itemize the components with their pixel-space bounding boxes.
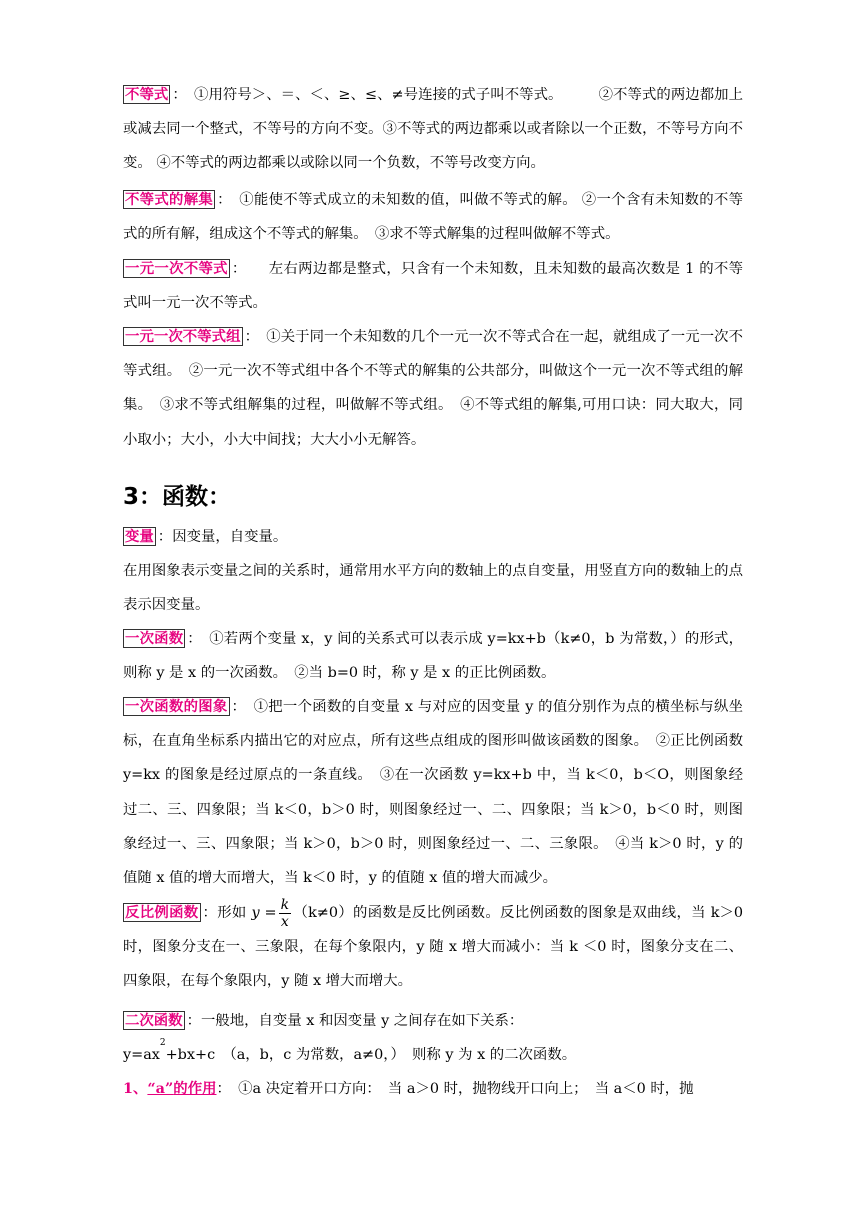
inverse-function-y-equals: y = xyxy=(251,905,277,921)
linear-inequality-definition: ： 左右两边都是整式，只含有一个未知数，且未知数的最高次数是 1 的不等式叫一元一次不等式。 xyxy=(123,261,743,312)
term-linear-graph: 一次函数的图象 xyxy=(125,698,228,715)
role-of-a-paragraph xyxy=(123,1072,743,1106)
fraction-denominator: x xyxy=(280,913,289,930)
inequality-paragraph xyxy=(123,78,743,181)
inverse-function-prefix: ：形如 xyxy=(202,905,252,921)
linear-function-paragraph xyxy=(123,622,743,690)
section-heading-functions: 3：函数： xyxy=(123,484,232,510)
variable-definition: ：因变量，自变量。 xyxy=(157,529,288,545)
quadratic-formula-part-a: y=ax xyxy=(123,1047,160,1064)
inverse-function-paragraph xyxy=(123,896,743,999)
role-of-a-number: 1、 xyxy=(123,1080,148,1097)
solution-set-paragraph xyxy=(123,183,743,251)
inverse-function-definition: （k≠0）的函数是反比例函数。反比例函数的图象是双曲线，当 k＞0 时，图象分支在一、三象限，在每个象限内，y 随 x 增大而减小：当 k ＜0 时，图象分支在二、四象限，在每个象限内，y 随 x 增大而增大。 xyxy=(123,905,744,990)
term-inequality: 不等式 xyxy=(125,86,169,103)
quadratic-function-intro: ：一般地，自变量 x 和因变量 y 之间存在如下关系： xyxy=(186,1013,524,1029)
inequality-definition: ： ①用符号＞、＝、＜、≥、≤、≠号连接的式子叫不等式。 ②不等式的两边都加上或减去同一个整式，不等号的方向不变。③不等式的两边都乘以或者除以一个正数，不等号方向不变。 ④不等式的两边都乘以或除以同一个负数，不等号改变方向。 xyxy=(123,87,743,172)
linear-graph-definition: ： ①把一个函数的自变量 x 与对应的因变量 y 的值分别作为点的横坐标与纵坐标，在直角坐标系内描出它的对应点，所有这些点组成的图形叫做该函数的图象。 ②正比例函数 y=kx 的图象是经过原点的一条直线。 ③在一次函数 y=kx+b 中，当 k＜0，b＜O，则图象经过二、三、四象限；当 k＜0，b＞0 时，则图象经过一、二、四象限；当 k＞0，b＜0 时，则图象经过一、三、四象限；当 k＞0，b＞0 时，则图象经过一、二、三象限。 ④当 k＞0 时，y 的值随 x 值的增大而增大，当 k＜0 时，y 的值随 x 值的增大而减少。 xyxy=(123,699,743,887)
inequality-system-paragraph xyxy=(123,320,743,457)
term-quadratic-function: 二次函数 xyxy=(125,1012,183,1029)
linear-graph-paragraph xyxy=(123,690,743,895)
variable-paragraph xyxy=(123,520,743,623)
term-solution-set: 不等式的解集 xyxy=(125,191,214,208)
quadratic-function-paragraph xyxy=(123,1004,743,1072)
linear-function-definition: ： ①若两个变量 x，y 间的关系式可以表示成 y=kx+b（k≠0，b 为常数，）的形式，则称 y 是 x 的一次函数。 ②当 b=0 时，称 y 是 x 的正比例函数。 xyxy=(123,631,743,682)
role-of-a-label: 的作用 xyxy=(173,1080,217,1097)
quadratic-formula-part-b: +bx+c （a，b，c 为常数，a≠0，） 则称 y 为 x 的二次函数。 xyxy=(165,1047,577,1064)
term-linear-function: 一次函数 xyxy=(125,630,184,647)
linear-inequality-paragraph xyxy=(123,252,743,320)
term-inverse-function: 反比例函数 xyxy=(125,904,199,921)
role-of-a-quoted: “a” xyxy=(147,1080,174,1097)
quadratic-formula-exponent: 2 xyxy=(159,1038,166,1049)
term-variable: 变量 xyxy=(125,528,154,545)
inequality-system-definition: ： ①关于同一个未知数的几个一元一次不等式合在一起，就组成了一元一次不等式组。 ②一元一次不等式组中各个不等式的解集的公共部分，叫做这个一元一次不等式组的解集。 ③求不等式组解集的过程，叫做解不等式组。 ④不等式组的解集,可用口诀：同大取大，同小取小；大小，小大中间找；大大小小无解答。 xyxy=(123,329,743,448)
variable-explanation: 在用图象表示变量之间的关系时，通常用水平方向的数轴上的点自变量，用竖直方向的数轴上的点表示因变量。 xyxy=(123,563,743,614)
term-inequality-system: 一元一次不等式组 xyxy=(125,328,241,345)
role-of-a-definition: ： ①a 决定着开口方向： 当 a＞0 时，抛物线开口向上； 当 a＜0 时，抛 xyxy=(216,1081,694,1097)
solution-set-definition: ： ①能使不等式成立的未知数的值，叫做不等式的解。 ②一个含有未知数的不等式的所有解，组成这个不等式的解集。 ③求不等式解集的过程叫做解不等式。 xyxy=(123,192,743,243)
fraction-numerator: k xyxy=(280,896,290,913)
term-role-of-a xyxy=(123,1080,216,1097)
term-linear-inequality: 一元一次不等式 xyxy=(125,260,228,277)
inverse-function-fraction xyxy=(279,897,291,930)
